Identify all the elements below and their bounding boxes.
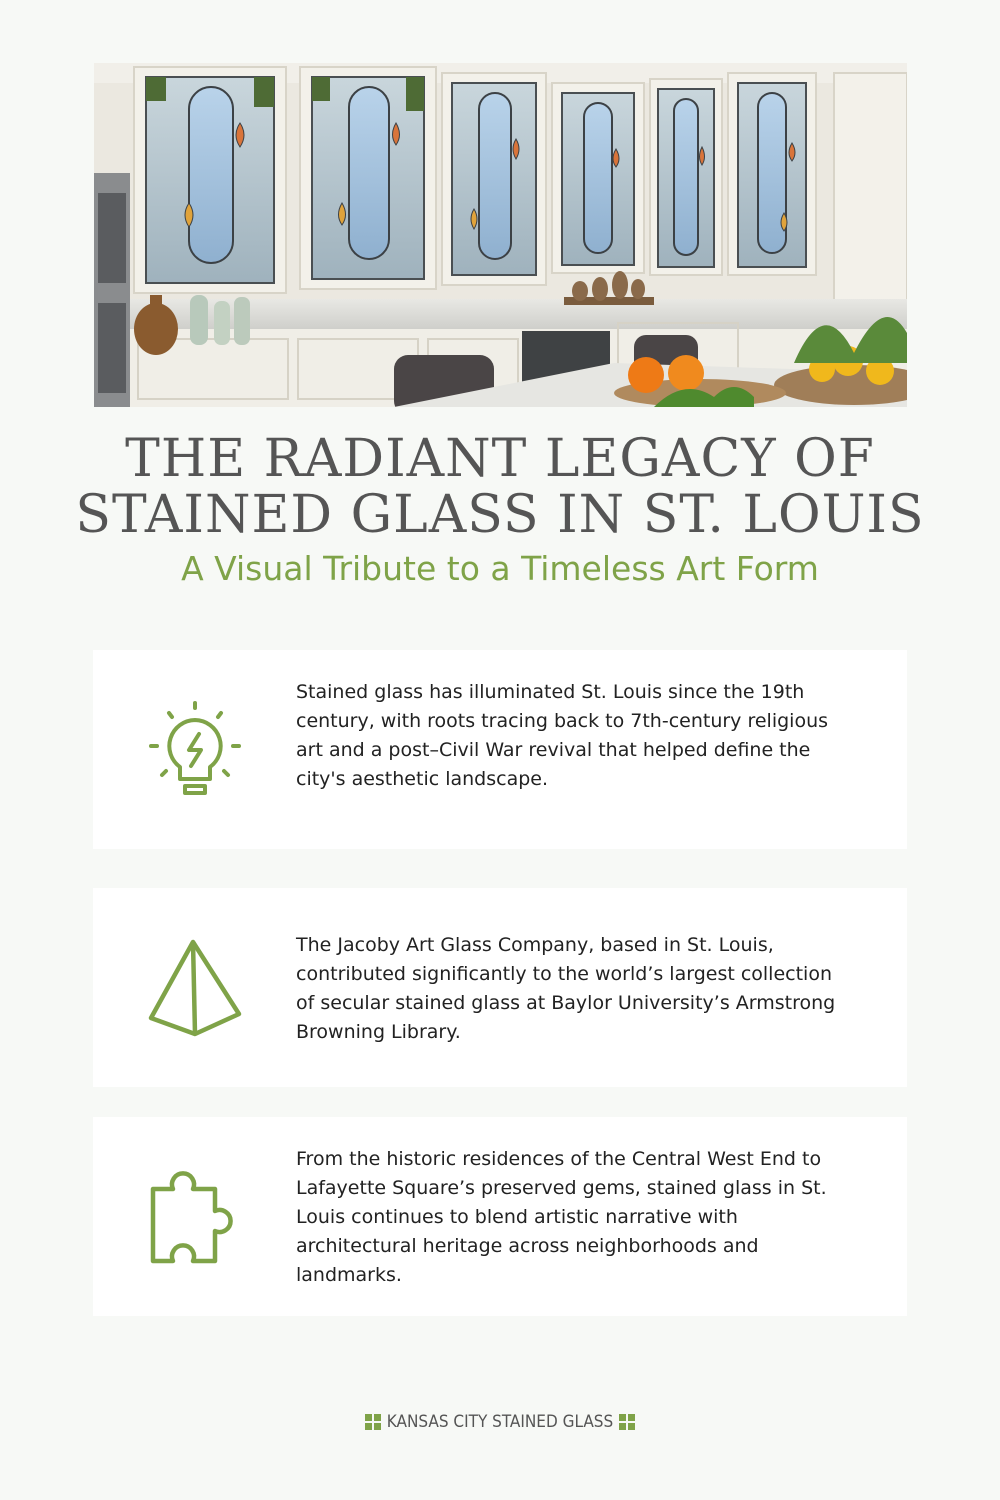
hero-image (94, 63, 907, 407)
pyramid-icon (145, 938, 245, 1038)
card-text: The Jacoby Art Glass Company, based in St. Louis, contributed significantly to the world’s largest collection of secular stained glass at Baylor University’s Armstrong Browning Library. (296, 934, 836, 1043)
page-subtitle: A Visual Tribute to a Timeless Art Form (181, 549, 819, 588)
logo-mark-left-icon (365, 1414, 381, 1430)
puzzle-piece-icon (145, 1169, 245, 1269)
logo-mark-right-icon (619, 1414, 635, 1430)
info-card-neighborhoods (93, 1117, 907, 1316)
brand-name: KANSAS CITY STAINED GLASS (386, 1412, 614, 1432)
lightbulb-icon (145, 700, 245, 800)
info-card-jacoby (93, 888, 907, 1087)
info-card-history (93, 650, 907, 849)
card-text: From the historic residences of the Central West End to Lafayette Square’s preserved gems, stained glass in St. Louis continues to blend artistic narrative with architectural heritage across neighborhoods and landmarks. (296, 1148, 827, 1286)
card-text: Stained glass has illuminated St. Louis since the 19th century, with roots tracing back to 7th-century religious art and a post–Civil War revival that helped define the city's aesthetic landscape. (296, 681, 829, 790)
page-title-line-1: THE RADIANT LEGACY OF (125, 429, 875, 489)
page-title-line-2: STAINED GLASS IN ST. LOUIS (75, 485, 925, 545)
footer-brand (0, 1408, 1000, 1436)
